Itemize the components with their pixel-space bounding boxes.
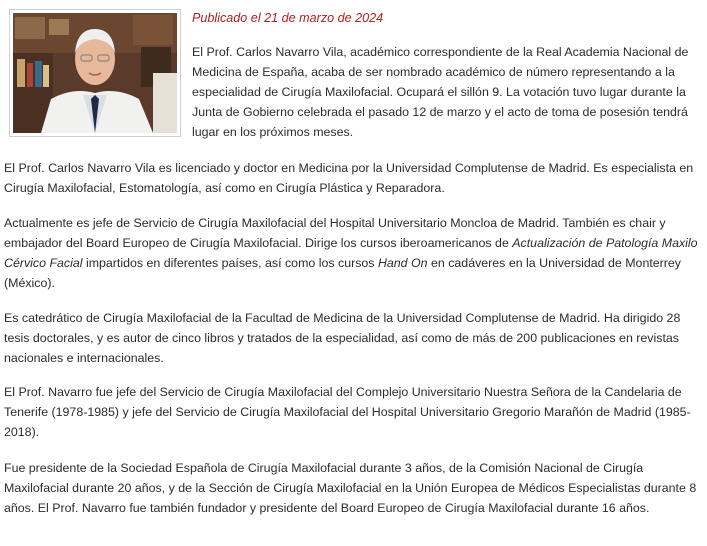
presidencies-paragraph: Fue presidente de la Sociedad Española de Cirugía Maxilofacial durante 3 años, de la Comisión Nacional de Cirugía Maxilofacial durante 20 años, y de la Sección de Cirugía Maxilofacial en la Unión Europea de Médicos Especialistas durante 8 años. El Prof. Navarro fue también fundador y presidente del Board Europeo de Cirugía Maxilofacial durante 16 años.	[4, 461, 697, 515]
portrait-photo	[9, 9, 181, 137]
hand-on-italic: Hand On	[377, 256, 428, 270]
portrait-image	[13, 13, 177, 133]
current-role-paragraph	[4, 213, 704, 293]
intro-paragraph: El Prof. Carlos Navarro Vila, académico correspondiente de la Real Academia Nacional de Medicina de España, acaba de ser nombrado académico de número representando a la especialidad de Cirugía Maxilofacial. Ocupará el sillón 9. La votación tuvo lugar durante la Junta de Gobierno celebrada el pasado 12 de marzo y el acto de toma de posesión tendrá lugar en los próximos meses.	[192, 45, 689, 139]
current-role-text-2: impartidos en diferentes países, así como los cursos	[82, 256, 378, 270]
current-role-text-1: Actualmente es jefe de Servicio de Cirugía Maxilofacial del Hospital Universitario Moncloa de Madrid. También es chair y embajador del Board Europeo de Cirugía Maxilofacial. Dirige los cursos iberoamericanos de	[4, 216, 666, 250]
academic-paragraph: Es catedrático de Cirugía Maxilofacial de la Facultad de Medicina de la Universidad Complutense de Madrid. Ha dirigido 28 tesis doctorales, y es autor de cinco libros y tratados de la especialidad, así como de más de 200 publicaciones en revistas nacionales e internacionales.	[4, 311, 681, 365]
career-paragraph: El Prof. Navarro fue jefe del Servicio de Cirugía Maxilofacial del Complejo Universitario Nuestra Señora de la Candelaria de Tenerife (1978-1985) y jefe del Servicio de Cirugía Maxilofacial del Hospital Universitario Gregorio Marañón de Madrid (1985-2018).	[4, 385, 691, 439]
course-title-italic: Actualización de Patología Maxilo Cérvico Facial	[4, 236, 698, 270]
education-paragraph: El Prof. Carlos Navarro Vila es licenciado y doctor en Medicina por la Universidad Complutense de Madrid. Es especialista en Cirugía Maxilofacial, Estomatología, así como en Cirugía Plástica y Reparadora.	[4, 161, 694, 195]
current-role-text-3: en cadáveres en la Universidad de Monterrey (México).	[4, 256, 682, 290]
publication-date: Publicado el 21 de marzo de 2024	[192, 11, 384, 25]
